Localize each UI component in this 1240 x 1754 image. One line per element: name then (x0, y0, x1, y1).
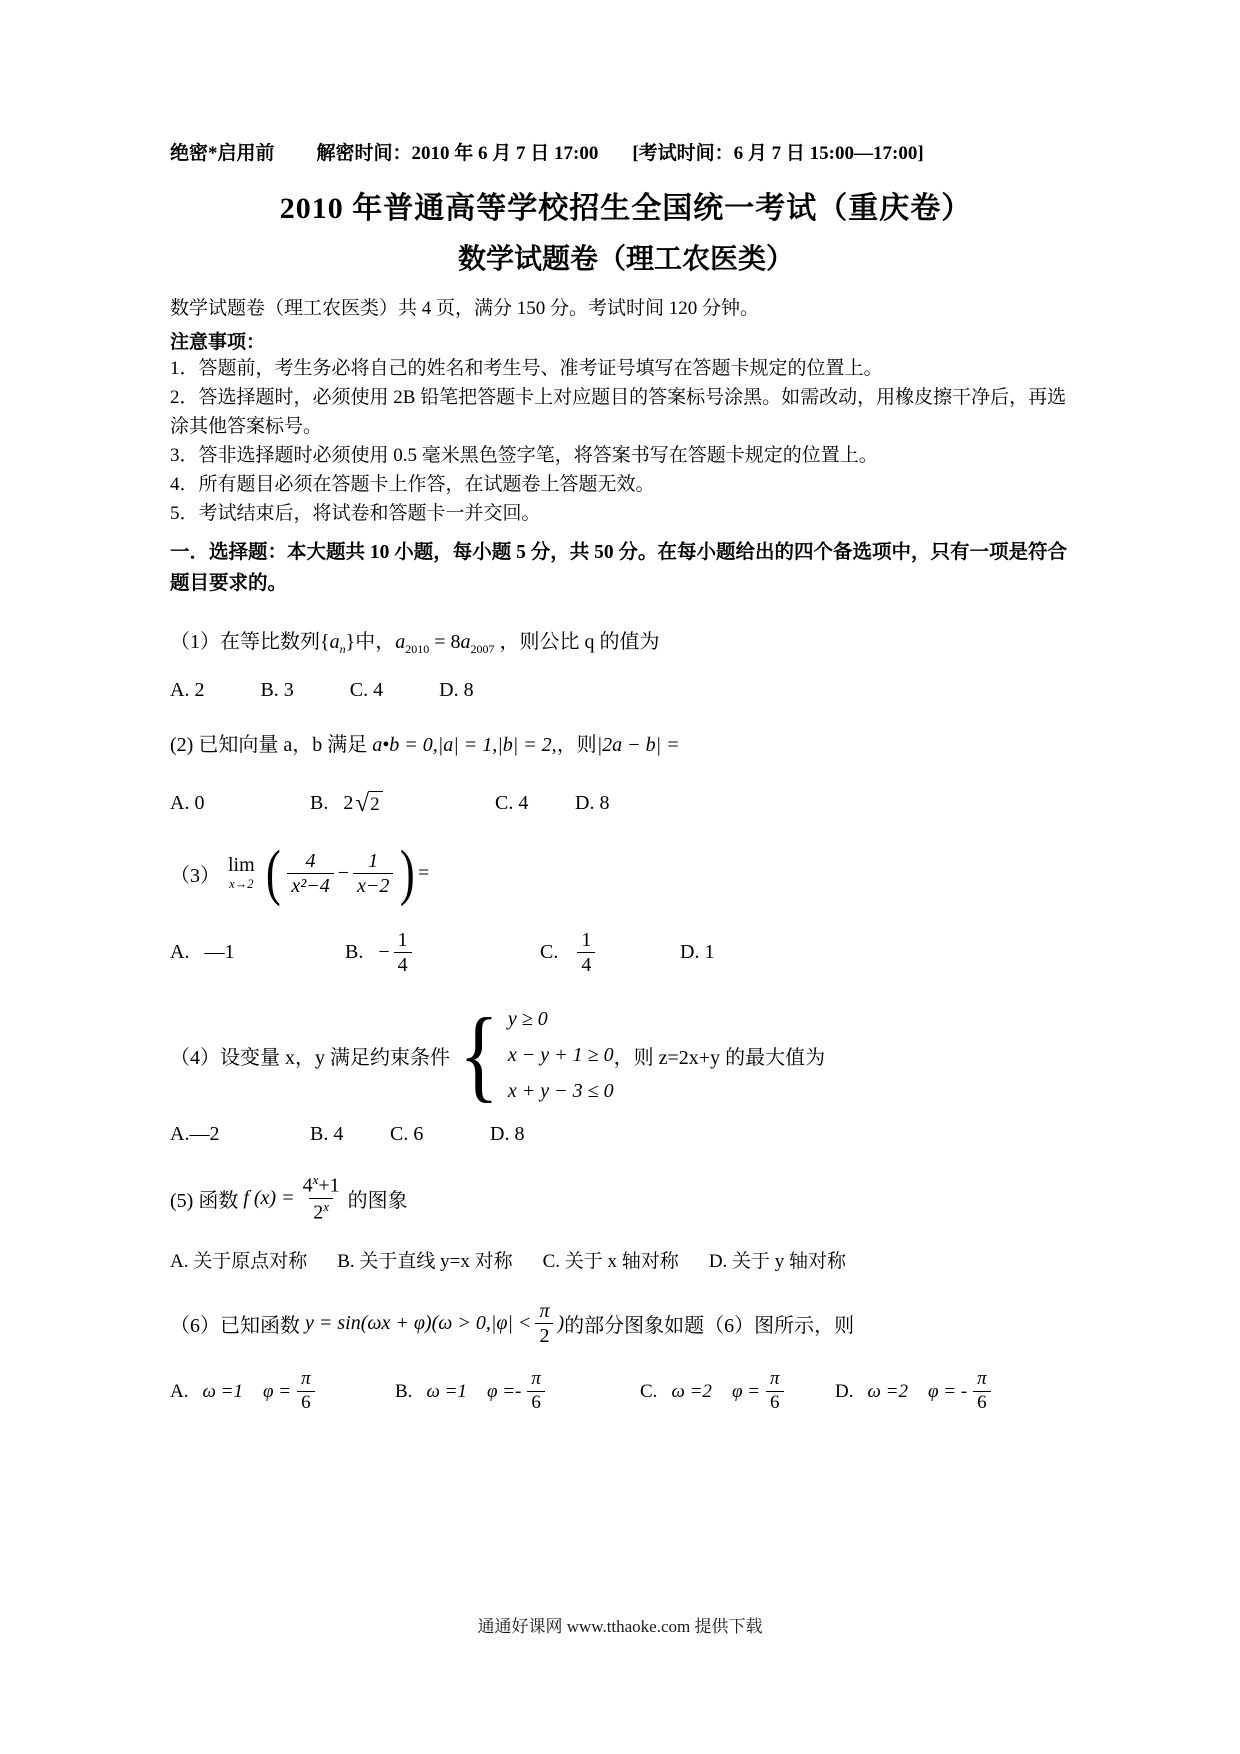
option-b (395, 1368, 640, 1415)
constraint-list (508, 1008, 614, 1103)
sqrt-coefficient: 2 (343, 792, 354, 814)
option-d-fraction (973, 1368, 991, 1415)
closing-paren: ) (557, 1312, 565, 1335)
fraction-2-den: x−2 (353, 873, 393, 898)
option-a-omega: ω =1 (202, 1380, 243, 1402)
page-content (170, 138, 1082, 1415)
big-right-paren: ) (400, 839, 416, 907)
option-a (170, 941, 345, 964)
option-c: C. 6 (390, 1123, 424, 1145)
radicand: 2 (369, 791, 383, 816)
question-6 (170, 1299, 1082, 1348)
question-2-text: (2) 已知向量 a，b 满足 (170, 734, 368, 756)
option-c: C. 4 (349, 679, 384, 701)
option-d-phi: φ = - (927, 1380, 968, 1402)
option-b: B. 3 (260, 679, 294, 701)
question-1-text: （1）在等比数列 (170, 631, 320, 653)
exam-time: [考试时间：6 月 7 日 15:00—17:00] (632, 143, 924, 164)
fraction-den (309, 1198, 333, 1225)
option-c-omega: ω =2 (671, 1380, 712, 1402)
den-6: 6 (297, 1391, 315, 1415)
option-d-label: D. (835, 1380, 854, 1402)
den-6: 6 (766, 1391, 784, 1415)
option-b: B. 4 (310, 1123, 344, 1145)
security-label: 绝密*启用前 (170, 143, 275, 164)
paper-info: 数学试题卷（理工农医类）共 4 页，满分 150 分。考试时间 120 分钟。 (170, 298, 760, 319)
fraction-2-num: 1 (368, 849, 379, 872)
option-b (345, 928, 540, 977)
option-c (540, 928, 680, 977)
pi-over-2 (535, 1299, 553, 1348)
question-2 (170, 728, 1082, 757)
function-fraction (299, 1172, 344, 1224)
option-b (310, 791, 495, 816)
den-6: 6 (973, 1391, 991, 1415)
option-a-phi: φ = (262, 1380, 292, 1402)
den-6: 6 (527, 1391, 545, 1415)
option-c: C. 关于 x 轴对称 (542, 1251, 679, 1273)
option-c (640, 1368, 835, 1415)
question-4-options (170, 1123, 1082, 1146)
question-5-text: (5) 函数 (170, 1189, 239, 1212)
option-c-label: C. (540, 941, 559, 963)
option-d (835, 1368, 995, 1415)
num-rest: +1 (318, 1174, 340, 1197)
option-c-fraction (766, 1368, 784, 1415)
vector-expression: |2a − b| = (596, 734, 680, 756)
pi-symbol: π (770, 1368, 780, 1390)
option-c-label: C. (640, 1380, 658, 1402)
notice-heading: 注意事项： (170, 332, 266, 353)
pi-symbol: π (977, 1368, 987, 1390)
option-a: A.—2 (170, 1123, 220, 1145)
paper-subtitle: 数学试题卷（理工农医类） (457, 244, 794, 275)
question-1-tail: ，则公比 q 的值为 (499, 631, 660, 653)
pi-symbol: π (531, 1368, 541, 1390)
option-c-fraction (577, 928, 595, 977)
question-6-text: （6）已知函数 (170, 1315, 300, 1338)
radical-icon: √ (355, 790, 370, 817)
den-exponent: x (323, 1198, 329, 1214)
num-base: 4 (302, 1174, 313, 1197)
term-a2007: a (460, 631, 471, 653)
option-c-phi: φ = (731, 1380, 761, 1402)
phi-condition: |φ| < (490, 1312, 532, 1335)
option-a: A. 2 (170, 679, 205, 701)
question-5-options (170, 1246, 1082, 1273)
option-d: D. 8 (439, 679, 474, 701)
term-a2010-sub: 2010 (405, 642, 430, 656)
system-brace: { (458, 997, 499, 1112)
exam-title: 2010 年普通高等学校招生全国统一考试（重庆卷） (279, 192, 973, 225)
limit-operator (228, 855, 255, 891)
constraint-1: y ≥ 0 (507, 1007, 548, 1030)
option-a-label: A. (170, 1380, 189, 1402)
option-a (170, 1368, 395, 1415)
option-b-label: B. (310, 792, 329, 814)
minus-sign: − (337, 861, 349, 884)
big-left-paren: ( (265, 839, 281, 907)
term-a2010: a (395, 631, 406, 653)
option-b-fraction (394, 928, 412, 977)
question-2-mid: ，则 (556, 734, 597, 756)
den-2: 2 (535, 1323, 553, 1348)
function-notation: f (x) = (243, 1186, 295, 1209)
option-a: A. 0 (170, 792, 205, 814)
left-brace: { (320, 631, 330, 653)
question-3 (170, 839, 1082, 907)
sequence-var: a (329, 631, 340, 653)
question-1-options (170, 679, 1082, 702)
option-d: D. 8 (490, 1123, 525, 1145)
limit-op-text: lim (228, 854, 255, 877)
sqrt-expression (355, 791, 382, 816)
option-c: C. 4 (495, 792, 529, 814)
question-4-text: （4）设变量 x，y 满足约束条件 (170, 1046, 450, 1069)
fraction-num (299, 1172, 344, 1198)
fraction-1-num: 4 (305, 849, 316, 872)
notice-item: 5．考试结束后，将试卷和答题卡一并交回。 (170, 503, 541, 524)
question-4 (170, 997, 1082, 1112)
den-base: 2 (313, 1201, 324, 1224)
pi-symbol: π (539, 1300, 550, 1323)
notice-item: 3．答非选择题时必须使用 0.5 毫米黑色签字笔，将答案书写在答题卡规定的位置上。 (170, 445, 878, 466)
question-1 (170, 625, 1082, 657)
option-d: D. 关于 y 轴对称 (708, 1251, 847, 1273)
question-5 (170, 1172, 1082, 1224)
question-2-options (170, 791, 1082, 816)
pi-symbol: π (301, 1368, 311, 1390)
option-b-num: 1 (397, 929, 408, 951)
option-a: A. 关于原点对称 (170, 1251, 308, 1273)
option-d: D. 1 (680, 941, 715, 963)
notice-item: 2．答选择题时，必须使用 2B 铅笔把答题卡上对应题目的答案标号涂黑。如需改动，用橡皮擦干净后，再选涂其他答案标号。 (170, 387, 1067, 437)
option-c-den: 4 (577, 952, 595, 977)
limit-subscript: x→2 (229, 877, 254, 892)
question-6-options (170, 1368, 1082, 1415)
option-d-omega: ω =2 (867, 1380, 908, 1402)
term-a2007-sub: 2007 (470, 642, 495, 656)
option-c-num: 1 (581, 929, 592, 951)
fraction-2 (353, 849, 393, 898)
notice-item: 4．所有题目必须在答题卡上作答，在试题卷上答题无效。 (170, 474, 655, 495)
option-a-value: —1 (204, 941, 235, 963)
notice-item: 1．答题前，考生务必将自己的姓名和考生号、准考证号填写在答题卡规定的位置上。 (170, 358, 883, 379)
sine-function: y = sin(ωx + φ)(ω > 0, (305, 1312, 491, 1335)
num-exponent: x (312, 1172, 319, 1187)
option-a-fraction (297, 1368, 315, 1415)
option-b-omega: ω =1 (426, 1380, 467, 1402)
question-1-mid: 中， (355, 631, 396, 653)
option-b-phi: φ =- (486, 1380, 522, 1402)
decrypt-time: 解密时间：2010 年 6 月 7 日 17:00 (316, 143, 599, 164)
equals-8: = 8 (434, 631, 461, 653)
constraint-2: x − y + 1 ≥ 0 (507, 1043, 614, 1066)
option-b-den: 4 (394, 952, 412, 977)
option-b: B. 关于直线 y=x 对称 (337, 1251, 513, 1273)
fraction-1 (287, 849, 333, 898)
option-b-fraction (527, 1368, 545, 1415)
question-6-tail: 的部分图象如题（6）图所示，则 (564, 1315, 855, 1338)
section-1-heading: 一．选择题：本大题共 10 小题，每小题 5 分，共 50 分。在每小题给出的四个备选项中，只有一项是符合题目要求的。 (170, 542, 1068, 594)
option-b-minus: − (378, 941, 390, 963)
equals-sign: = (418, 861, 430, 884)
question-5-tail: 的图象 (347, 1189, 408, 1212)
option-d: D. 8 (575, 792, 610, 814)
constraint-3: x + y − 3 ≤ 0 (507, 1079, 614, 1102)
download-footer: 通通好课网 www.tthaoke.com 提供下载 (477, 1617, 763, 1636)
sequence-sub: n (339, 642, 346, 656)
right-brace: } (345, 631, 356, 653)
vector-conditions: a•b = 0,|a| = 1,|b| = 2, (372, 734, 557, 756)
option-a-label: A. (170, 941, 190, 963)
question-3-label: （3） (170, 864, 220, 887)
question-4-tail: ，则 z=2x+y 的最大值为 (613, 1046, 826, 1069)
security-header (170, 138, 1082, 165)
question-3-options (170, 928, 1082, 977)
option-b-label: B. (345, 941, 364, 963)
fraction-1-den: x²−4 (287, 873, 333, 898)
option-b-label: B. (395, 1380, 413, 1402)
